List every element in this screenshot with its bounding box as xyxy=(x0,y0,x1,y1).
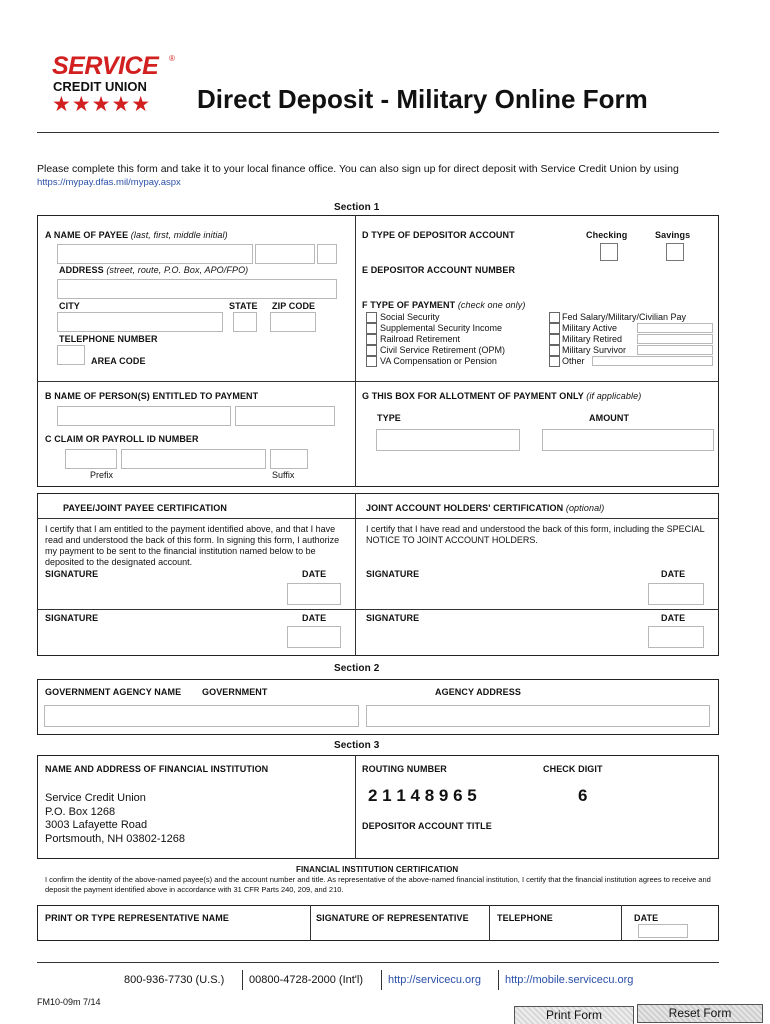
allotment-amount-label: AMOUNT xyxy=(589,413,630,423)
savings-label: Savings xyxy=(655,230,691,240)
joint-holder-date-field[interactable] xyxy=(648,583,704,605)
payment-option-label: VA Compensation or Pension xyxy=(380,356,497,366)
payment-social-security-checkbox[interactable] xyxy=(366,312,377,323)
fi-address-line: Portsmouth, NH 03802-1268 xyxy=(45,832,186,845)
reset-form-button[interactable]: Reset Form xyxy=(637,1004,763,1023)
payee-last-name-field[interactable] xyxy=(57,244,253,264)
routing-number-label: ROUTING NUMBER xyxy=(362,764,447,774)
joint-payee-date-label: DATE xyxy=(302,613,327,623)
allotment-label: G THIS BOX FOR ALLOTMENT OF PAYMENT ONLY (if applicable) xyxy=(362,391,642,401)
payment-military-active-checkbox[interactable] xyxy=(549,323,560,334)
footer-divider-2 xyxy=(381,970,382,990)
intro-text xyxy=(37,163,717,189)
section-3-divider xyxy=(355,755,356,859)
area-code-label: AREA CODE xyxy=(91,356,146,366)
city-label: CITY xyxy=(59,301,80,311)
payment-ssi-checkbox[interactable] xyxy=(366,323,377,334)
rep-divider-2 xyxy=(489,905,490,941)
allotment-type-field[interactable] xyxy=(376,429,520,451)
area-code-field[interactable] xyxy=(57,345,85,365)
entitled-persons-field-2[interactable] xyxy=(235,406,335,426)
check-digit-label: CHECK DIGIT xyxy=(543,764,603,774)
claim-prefix-field[interactable] xyxy=(65,449,117,469)
payment-option-label: Social Security xyxy=(380,312,440,322)
rep-signature-label: SIGNATURE OF REPRESENTATIVE xyxy=(316,913,469,923)
payee-cert-text: I certify that I am entitled to the payment identified above, and that I have read and understood the back of this form. In signing this form, I authorize my payment to be sent to the financial institution named below to be deposited to the designated account. xyxy=(45,524,340,567)
logo-stars: ★★★★★ xyxy=(52,93,152,116)
account-type-label: D TYPE OF DEPOSITOR ACCOUNT xyxy=(362,230,515,240)
joint-holder-date-label: DATE xyxy=(661,569,686,579)
government-label: GOVERNMENT xyxy=(202,687,268,697)
phone-intl: 00800-4728-2000 (Int'l) xyxy=(249,974,364,986)
joint-payee-date-field[interactable] xyxy=(287,626,341,648)
fi-name-address-label: NAME AND ADDRESS OF FINANCIAL INSTITUTION xyxy=(45,764,269,774)
savings-checkbox[interactable] xyxy=(666,243,684,261)
rep-divider-3 xyxy=(621,905,622,941)
logo xyxy=(52,52,177,116)
address-label: ADDRESS (street, route, P.O. Box, APO/FPO) xyxy=(59,265,249,275)
military-retired-detail-field[interactable] xyxy=(637,334,713,344)
rep-name-label: PRINT OR TYPE REPRESENTATIVE NAME xyxy=(45,913,229,923)
section-1-row-divider xyxy=(37,381,719,382)
footer-divider-1 xyxy=(242,970,243,990)
mypay-link[interactable]: https://mypay.dfas.mil/mypay.aspx xyxy=(37,177,181,188)
phone-us: 800-936-7730 (U.S.) xyxy=(124,974,225,986)
payment-military-survivor-checkbox[interactable] xyxy=(549,345,560,356)
state-label: STATE xyxy=(229,301,258,311)
logo-credit-union-text: CREDIT UNION xyxy=(53,79,147,94)
joint-cert-title: JOINT ACCOUNT HOLDERS' CERTIFICATION (optional) xyxy=(366,503,605,513)
suffix-label: Suffix xyxy=(272,470,295,480)
prefix-label: Prefix xyxy=(90,470,114,480)
fi-cert-text: I confirm the identity of the above-named payee(s) and the account number and title. As representative of the above-named financial institution, I certify that the financial institution agrees to receive and deposit the payment identified above in accordance with 31 CFR Parts 240, 209, and 210. xyxy=(45,875,711,894)
military-survivor-detail-field[interactable] xyxy=(637,345,713,355)
payment-other-checkbox[interactable] xyxy=(549,356,560,367)
rep-divider-1 xyxy=(310,905,311,941)
other-detail-field[interactable] xyxy=(592,356,713,366)
fi-address-line: Service Credit Union xyxy=(45,792,146,804)
checking-checkbox[interactable] xyxy=(600,243,618,261)
agency-name-field[interactable] xyxy=(44,705,359,727)
certifications-header-rule xyxy=(37,518,719,519)
payee-date-label: DATE xyxy=(302,569,327,579)
payment-option-label: Military Survivor xyxy=(562,345,627,355)
section-1-divider xyxy=(355,215,356,487)
payment-va-checkbox[interactable] xyxy=(366,356,377,367)
payment-option-label: Military Active xyxy=(562,323,618,333)
allotment-amount-field[interactable] xyxy=(542,429,714,451)
footer-divider-3 xyxy=(498,970,499,990)
footer-rule xyxy=(37,962,719,963)
joint-payee-signature-label: SIGNATURE xyxy=(45,613,99,623)
agency-address-field[interactable] xyxy=(366,705,710,727)
address-field[interactable] xyxy=(57,279,337,299)
fi-address-line: 3003 Lafayette Road xyxy=(45,819,148,831)
payment-military-retired-checkbox[interactable] xyxy=(549,334,560,345)
payee-signature-rule xyxy=(37,609,355,610)
representative-box xyxy=(37,905,719,941)
agency-name-label: GOVERNMENT AGENCY NAME xyxy=(45,687,182,697)
title-divider xyxy=(37,132,719,133)
fi-cert-title: FINANCIAL INSTITUTION CERTIFICATION xyxy=(296,865,459,874)
routing-number-value: 2 1 1 4 8 9 6 5 xyxy=(368,786,477,805)
payee-cert-title: PAYEE/JOINT PAYEE CERTIFICATION xyxy=(63,503,227,513)
payment-option-label: Civil Service Retirement (OPM) xyxy=(380,345,506,355)
payment-option-label: Railroad Retirement xyxy=(380,334,461,344)
depositor-title-field[interactable] xyxy=(362,834,712,852)
rep-telephone-label: TELEPHONE xyxy=(497,913,553,923)
joint-signature-rule xyxy=(355,609,719,610)
entitled-persons-field-1[interactable] xyxy=(57,406,231,426)
logo-service-text: SERVICE xyxy=(52,52,159,80)
account-number-label: E DEPOSITOR ACCOUNT NUMBER xyxy=(362,265,516,275)
payee-signature-label: SIGNATURE xyxy=(45,569,99,579)
logo-registered-mark: ® xyxy=(169,54,175,63)
payment-option-label: Military Retired xyxy=(562,334,623,344)
print-form-button[interactable]: Print Form xyxy=(514,1006,634,1024)
fi-address-block xyxy=(45,792,185,846)
depositor-title-label: DEPOSITOR ACCOUNT TITLE xyxy=(362,821,492,831)
zip-label: ZIP CODE xyxy=(272,301,316,311)
rep-date-label: DATE xyxy=(634,913,659,923)
payment-railroad-checkbox[interactable] xyxy=(366,334,377,345)
mobile-website-link[interactable]: http://mobile.servicecu.org xyxy=(505,974,634,986)
form-id: FM10-09m 7/14 xyxy=(37,997,101,1007)
fed-salary-detail-field[interactable] xyxy=(637,323,713,333)
agency-address-label: AGENCY ADDRESS xyxy=(435,687,521,697)
rep-date-field[interactable] xyxy=(638,924,688,938)
intro-body: Please complete this form and take it to your local finance office. You can also sign up for direct deposit with Service Credit Union by using xyxy=(37,163,679,175)
payee-name-label: A NAME OF PAYEE (last, first, middle initial) xyxy=(45,230,228,240)
payment-fed-salary-checkbox[interactable] xyxy=(549,312,560,323)
joint-holder2-signature-label: SIGNATURE xyxy=(366,613,420,623)
joint-holder-signature-label: SIGNATURE xyxy=(366,569,420,579)
page-title: Direct Deposit - Military Online Form xyxy=(197,84,648,114)
payee-first-name-field[interactable] xyxy=(255,244,315,264)
entitled-persons-label: B NAME OF PERSON(S) ENTITLED TO PAYMENT xyxy=(45,391,259,401)
account-number-field[interactable] xyxy=(362,279,712,297)
joint-cert-text: I certify that I have read and understood the back of this form, including the SPECIAL NOTICE TO JOINT ACCOUNT HOLDERS. xyxy=(366,524,705,545)
section-3-heading: Section 3 xyxy=(334,740,380,751)
claim-id-label: C CLAIM OR PAYROLL ID NUMBER xyxy=(45,434,199,444)
payment-option-label: Fed Salary/Military/Civilian Pay xyxy=(562,312,687,322)
payment-opm-checkbox[interactable] xyxy=(366,345,377,356)
payee-middle-initial-field[interactable] xyxy=(317,244,337,264)
check-digit-value: 6 xyxy=(578,786,588,805)
website-link[interactable]: http://servicecu.org xyxy=(388,974,481,986)
allotment-type-label: TYPE xyxy=(377,413,401,423)
section-2-heading: Section 2 xyxy=(334,663,380,674)
payment-option-label: Supplemental Security Income xyxy=(380,323,503,333)
section-1-heading: Section 1 xyxy=(334,202,380,213)
telephone-label: TELEPHONE NUMBER xyxy=(59,334,158,344)
fi-address-line: P.O. Box 1268 xyxy=(45,805,116,818)
state-field[interactable] xyxy=(233,312,257,332)
zip-field[interactable] xyxy=(270,312,316,332)
joint-holder2-date-field[interactable] xyxy=(648,626,704,648)
checking-label: Checking xyxy=(586,230,628,240)
claim-number-field[interactable] xyxy=(121,449,266,469)
payment-type-label: F TYPE OF PAYMENT (check one only) xyxy=(362,300,526,310)
city-field[interactable] xyxy=(57,312,223,332)
payment-option-label: Other xyxy=(562,356,585,366)
claim-suffix-field[interactable] xyxy=(270,449,308,469)
payee-date-field[interactable] xyxy=(287,583,341,605)
joint-holder2-date-label: DATE xyxy=(661,613,686,623)
